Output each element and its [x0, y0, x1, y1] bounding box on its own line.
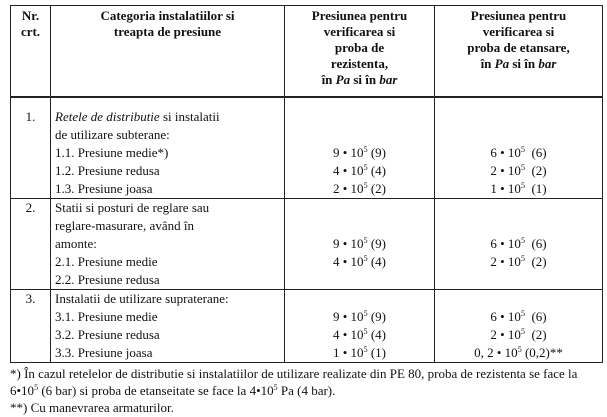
value-exponent: 5 — [520, 309, 525, 318]
value-exponent: 5 — [517, 345, 522, 354]
row-label: 1.3. Presiune joasa — [51, 180, 285, 199]
value-bar: (1) — [370, 345, 386, 360]
value-bar: (9) — [370, 309, 386, 324]
value-base: 2 • 10 — [333, 181, 364, 196]
value-exponent: 5 — [363, 145, 368, 154]
header-tightness-line1: Presiunea pentru — [470, 8, 567, 23]
value-bar: (2) — [531, 163, 547, 178]
resistance-value — [285, 235, 435, 253]
value-exponent: 5 — [363, 309, 368, 318]
tightness-value — [435, 180, 603, 199]
resistance-value — [285, 326, 435, 344]
value-bar: (9) — [370, 145, 386, 160]
value-exponent: 5 — [363, 163, 368, 172]
table-row — [11, 126, 603, 144]
header-tightness-line3: proba de etansare, — [467, 40, 570, 55]
table-row — [11, 217, 603, 235]
value-bar: (4) — [370, 254, 386, 269]
tightness-value — [435, 326, 603, 344]
tightness-value — [435, 235, 603, 253]
header-category-line2: treapta de presiune — [113, 24, 222, 39]
row-label: 1.2. Presiune redusa — [51, 162, 285, 180]
tightness-value — [435, 253, 603, 271]
header-tightness-unit-pa: Pa — [494, 56, 510, 71]
header-resistance — [285, 6, 435, 98]
footnote-2: **) Cu manevrarea armaturilor. — [10, 400, 174, 415]
value-exponent: 5 — [363, 345, 368, 354]
document-page — [10, 5, 600, 416]
value-exponent: 5 — [363, 236, 368, 245]
value-base: 0, 2 • 10 — [474, 345, 518, 360]
header-category-line1: Categoria instalatiilor si — [100, 8, 235, 23]
table-row — [11, 253, 603, 271]
section-number: 3. — [11, 290, 51, 309]
tightness-value — [435, 308, 603, 326]
header-tightness-line2: verificarea si — [482, 24, 555, 39]
value-base: 4 • 10 — [333, 327, 364, 342]
value-base: 9 • 10 — [333, 145, 364, 160]
section-number: 1. — [11, 108, 51, 126]
table-row — [11, 162, 603, 180]
section-title-line3: amonte: — [51, 235, 285, 253]
section-gap — [11, 97, 603, 108]
tightness-value — [435, 144, 603, 162]
value-exponent: 5 — [363, 181, 368, 190]
value-exponent: 5 — [363, 254, 368, 263]
value-bar: (1) — [531, 181, 547, 196]
section-title: Statii si posturi de reglare sau — [51, 199, 285, 218]
footnotes — [10, 365, 605, 416]
header-tightness-unit-bar: bar — [538, 56, 557, 71]
row-label: 3.2. Presiune redusa — [51, 326, 285, 344]
footnote-1 — [10, 365, 605, 399]
footnote-1-text-b: (6 bar) si proba de etanseitate se face la 4•10 — [38, 383, 274, 398]
value-bar: (6) — [531, 145, 547, 160]
value-exponent: 5 — [520, 236, 525, 245]
table-header-row — [11, 6, 603, 98]
table-row — [11, 108, 603, 126]
value-base: 9 • 10 — [333, 309, 364, 324]
header-resistance-line3: proba de — [334, 40, 385, 55]
header-resistance-line4: rezistenta, — [330, 56, 389, 71]
section-number: 2. — [11, 199, 51, 218]
row-label: 1.1. Presiune medie*) — [51, 144, 285, 162]
footnote-1-text-c: Pa (4 bar). — [277, 383, 336, 398]
value-bar: (2) — [370, 181, 386, 196]
header-resistance-line1: Presiunea pentru — [311, 8, 408, 23]
value-base: 1 • 10 — [490, 181, 521, 196]
footnote-1-exp1: 5 — [34, 383, 39, 392]
value-base: 2 • 10 — [490, 163, 521, 178]
header-tightness-unit-prefix: în — [480, 56, 492, 71]
header-resistance-unit-pa: Pa — [335, 72, 351, 87]
table-row — [11, 344, 603, 363]
row-label: 2.2. Presiune redusa — [51, 271, 285, 290]
section-title-line2: de utilizare subterane: — [51, 126, 285, 144]
resistance-value — [285, 162, 435, 180]
value-exponent: 5 — [520, 163, 525, 172]
section-title-italic: Retele de distributie — [55, 109, 160, 124]
header-resistance-unit-mid: si în — [353, 72, 377, 87]
value-bar: (0,2)** — [524, 345, 563, 360]
footnote-1-text-a: *) În cazul retelelor de distributie si instalatiilor de utilizare realizate din PE 80, proba de rezistenta se face la 6•10 — [10, 366, 578, 398]
table-row — [11, 290, 603, 309]
resistance-value — [285, 144, 435, 162]
table-row — [11, 308, 603, 326]
value-bar: (6) — [531, 236, 547, 251]
table-row — [11, 199, 603, 218]
table-row — [11, 326, 603, 344]
value-base: 9 • 10 — [333, 236, 364, 251]
pressure-table — [10, 5, 603, 363]
tightness-value — [435, 344, 603, 363]
value-base: 2 • 10 — [490, 327, 521, 342]
value-bar: (4) — [370, 163, 386, 178]
header-tightness — [435, 6, 603, 98]
row-label: 3.3. Presiune joasa — [51, 344, 285, 363]
value-bar: (9) — [370, 236, 386, 251]
row-label: 3.1. Presiune medie — [51, 308, 285, 326]
header-resistance-unit-prefix: în — [321, 72, 333, 87]
row-label: 2.1. Presiune medie — [51, 253, 285, 271]
section-title: Instalatii de utilizare supraterane: — [51, 290, 285, 309]
table-row — [11, 271, 603, 290]
value-base: 4 • 10 — [333, 163, 364, 178]
table-row — [11, 235, 603, 253]
resistance-value — [285, 344, 435, 363]
value-base: 6 • 10 — [490, 145, 521, 160]
value-bar: (2) — [531, 327, 547, 342]
value-base: 4 • 10 — [333, 254, 364, 269]
value-exponent: 5 — [520, 181, 525, 190]
header-resistance-line2: verificarea si — [323, 24, 396, 39]
value-exponent: 5 — [363, 327, 368, 336]
header-tightness-unit-mid: si în — [512, 56, 536, 71]
table-row — [11, 180, 603, 199]
value-base: 2 • 10 — [490, 254, 521, 269]
section-title-rest: si instalatii — [162, 109, 220, 124]
value-exponent: 5 — [520, 145, 525, 154]
header-nr: Nr. crt. — [11, 6, 51, 98]
value-bar: (2) — [531, 254, 547, 269]
footnote-1-exp2: 5 — [273, 383, 278, 392]
header-category — [51, 6, 285, 98]
value-base: 6 • 10 — [490, 309, 521, 324]
section-title-line2: reglare-masurare, având în — [51, 217, 285, 235]
header-resistance-unit-bar: bar — [379, 72, 398, 87]
value-base: 6 • 10 — [490, 236, 521, 251]
section-title — [51, 108, 285, 126]
value-exponent: 5 — [520, 327, 525, 336]
value-base: 1 • 10 — [333, 345, 364, 360]
tightness-value — [435, 162, 603, 180]
resistance-value — [285, 253, 435, 271]
resistance-value — [285, 180, 435, 199]
resistance-value — [285, 308, 435, 326]
value-exponent: 5 — [520, 254, 525, 263]
value-bar: (6) — [531, 309, 547, 324]
table-row — [11, 144, 603, 162]
value-bar: (4) — [370, 327, 386, 342]
